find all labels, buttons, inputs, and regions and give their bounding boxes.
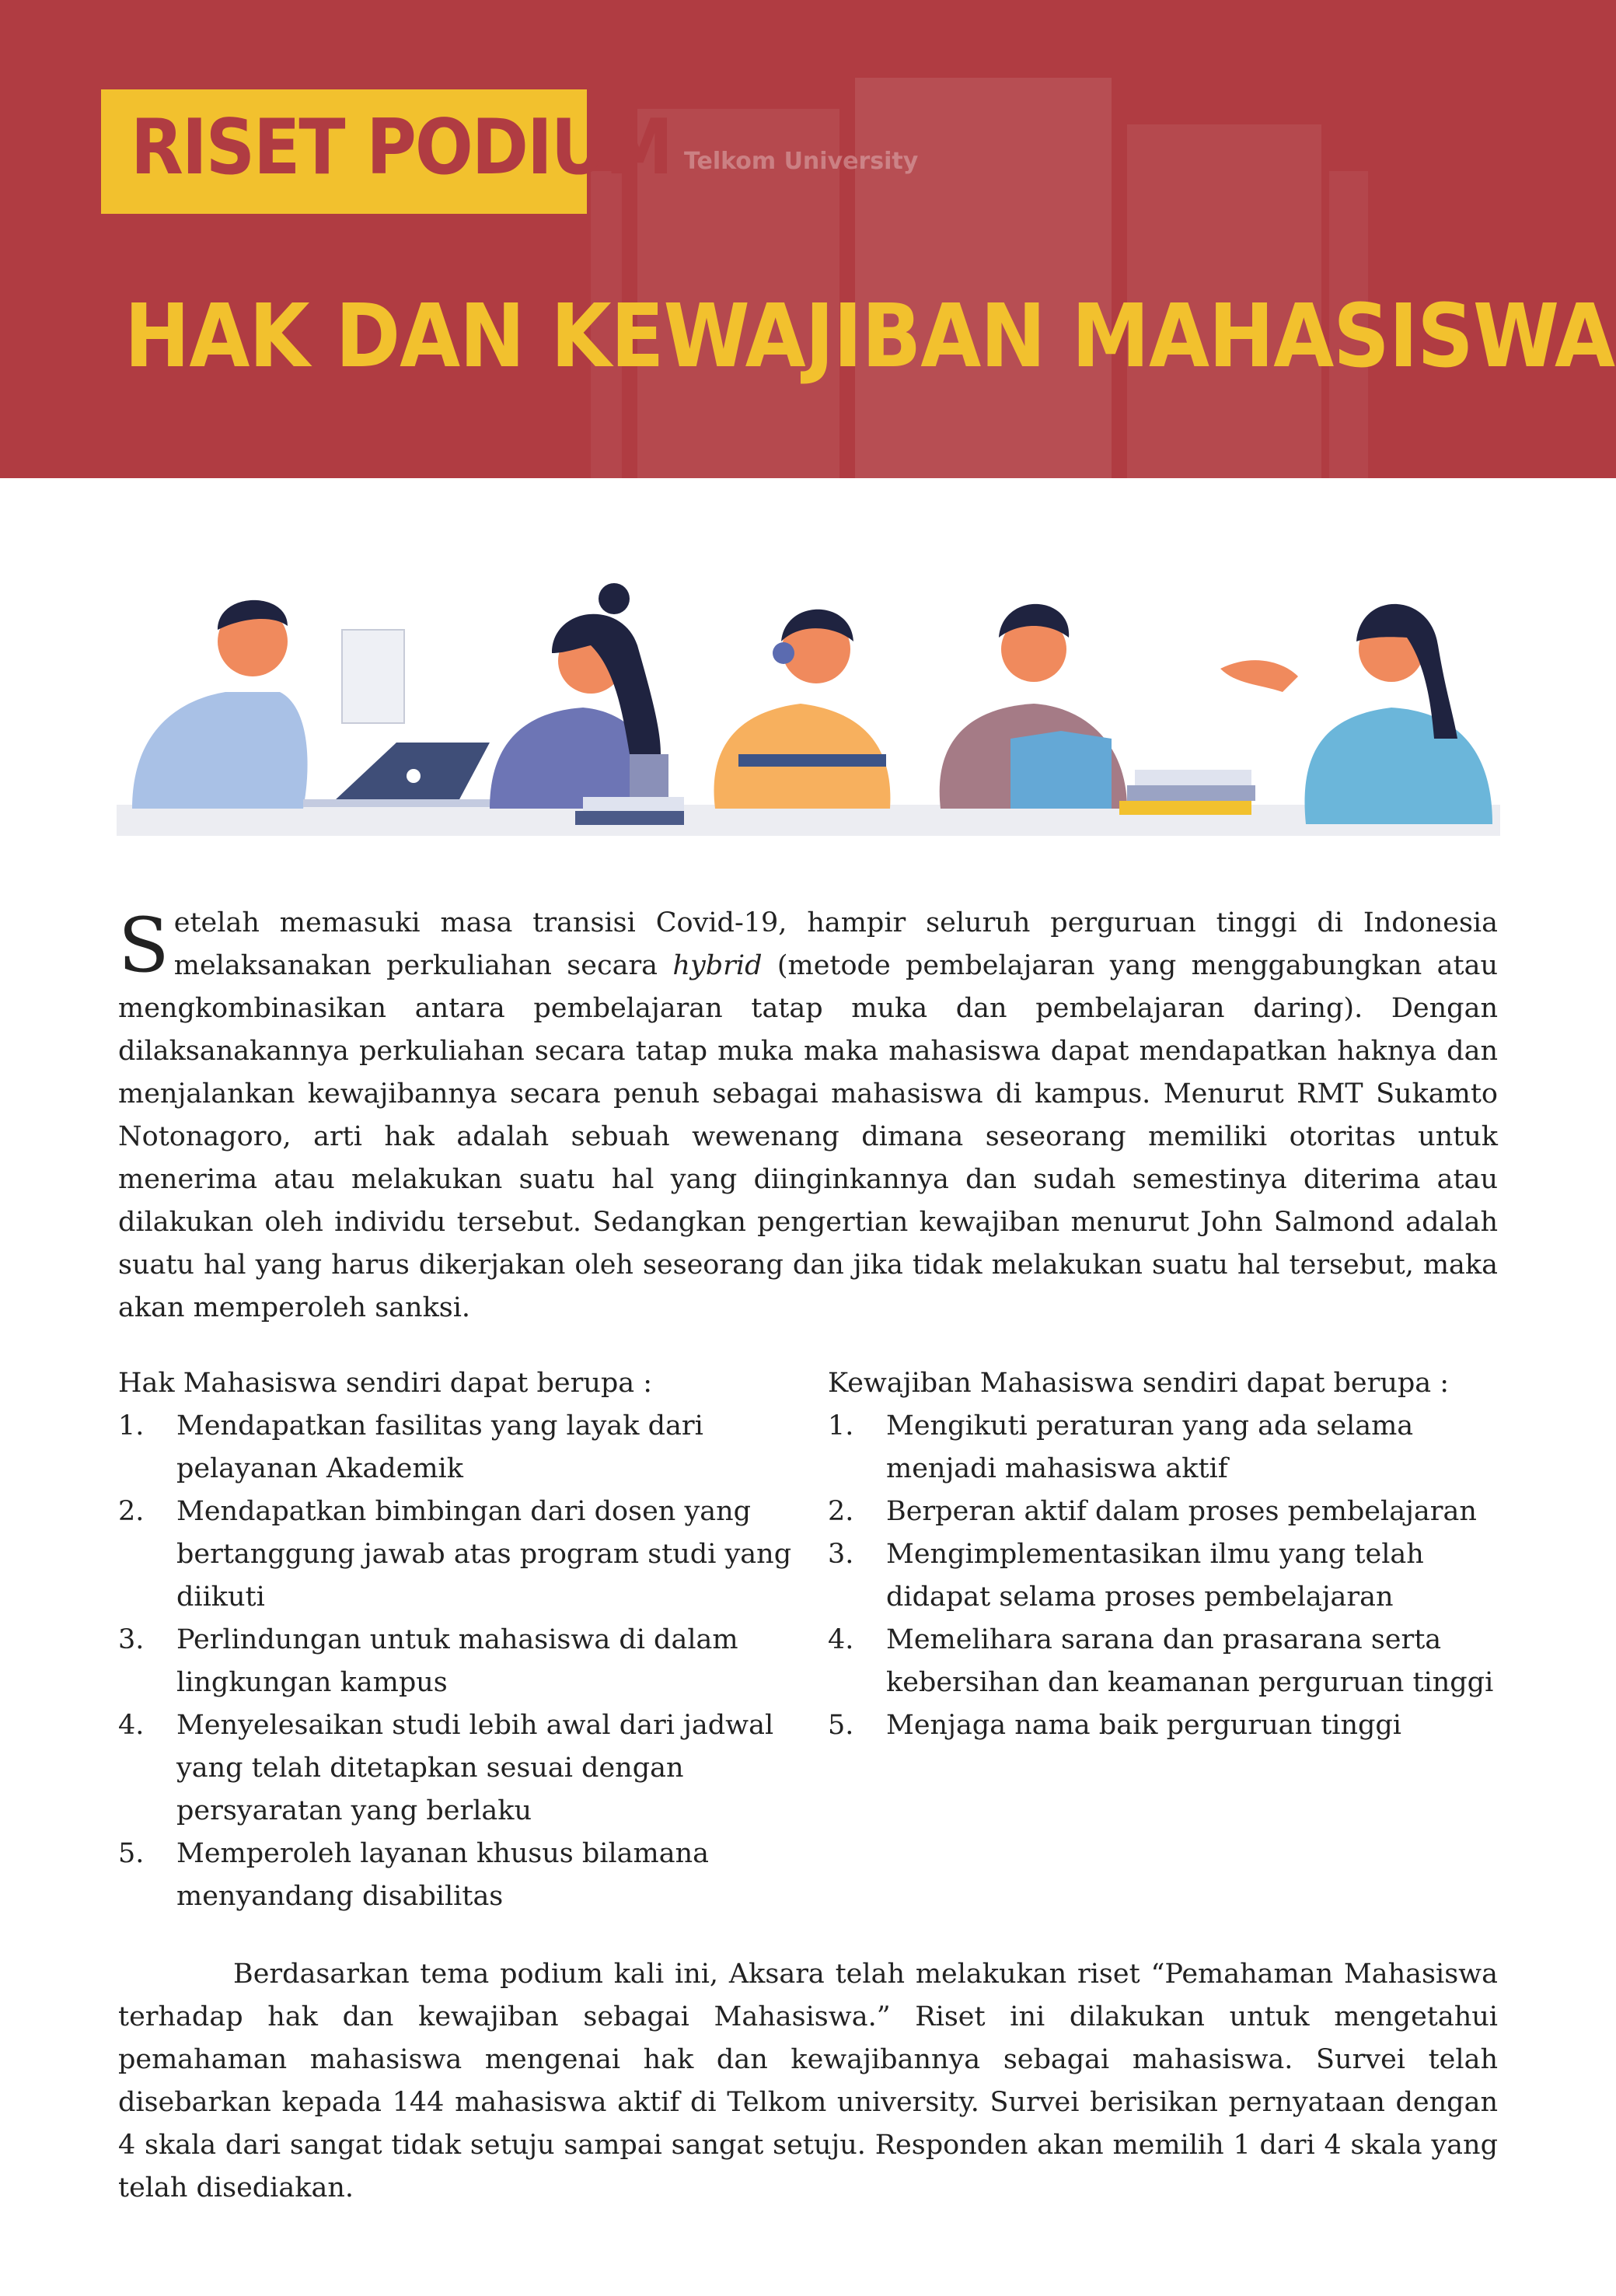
building-background-image xyxy=(591,78,1368,478)
list-text: Mengimplementasikan ilmu yang telah didapat selama proses pembelajaran xyxy=(886,1539,1424,1613)
student-gesturing-figure xyxy=(1220,604,1492,824)
list-number: 4. xyxy=(828,1624,854,1655)
intro-text-2: (metode pembelajaran yang menggabungkan atau mengkombinasikan antara pembelajaran tatap muka dan pembelajaran daring). Dengan dilaksanakannya perkuliahan secara tatap muka maka mahasiswa dapat mendapatkan haknya dan menjalankan kewajibannya secara penuh sebagai mahasiswa di kampus. Menurut RMT Sukamto Notonagoro, arti hak adalah sebuah wewenang dimana seseorang memiliki otoritas untuk menerima atau melakukan suatu hal yang diinginkannya dan sudah semestinya diterima atau dilakukan oleh individu tersebut. Sedangkan pengertian kewajiban menurut John Salmond adalah suatu hal yang harus dikerjakan oleh seseorang dan jika tidak melakukan suatu hal tersebut, maka akan memperoleh sanksi. xyxy=(118,950,1498,1323)
list-item xyxy=(828,1405,1512,1490)
list-number: 3. xyxy=(828,1539,854,1570)
list-item xyxy=(828,1704,1512,1747)
student-headphones-figure xyxy=(714,610,890,809)
list-text: Mendapatkan fasilitas yang layak dari pelayanan Akademik xyxy=(176,1410,703,1484)
list-item xyxy=(828,1490,1512,1533)
drop-cap: S xyxy=(118,902,169,989)
list-number: 2. xyxy=(118,1496,145,1527)
header-banner xyxy=(0,0,1616,478)
list-text: Mendapatkan bimbingan dari dosen yang bertanggung jawab atas program studi yang diikuti xyxy=(176,1496,792,1613)
list-item xyxy=(118,1405,802,1490)
intro-italic-term: hybrid xyxy=(672,950,763,981)
list-text: Perlindungan untuk mahasiswa di dalam lingkungan kampus xyxy=(176,1624,738,1698)
list-text: Menyelesaikan studi lebih awal dari jadwal yang telah ditetapkan sesuai dengan persyaratan yang berlaku xyxy=(176,1710,774,1826)
intro-paragraph xyxy=(118,902,1498,1330)
research-paragraph: Berdasarkan tema podium kali ini, Aksara telah melakukan riset “Pemahaman Mahasiswa terhadap hak dan kewajiban sebagai Mahasiswa.” Riset ini dilakukan untuk mengetahui pemahaman mahasiswa mengenai hak dan kewajibannya sebagai mahasiswa. Survei telah disebarkan kepada 144 mahasiswa aktif di Telkom university. Survei berisikan pernyataan dengan 4 skala dari sangat tidak setuju sampai sangat setuju. Responden akan memilih 1 dari 4 skala yang telah disediakan. xyxy=(118,1959,1498,2203)
list-number: 1. xyxy=(828,1410,854,1442)
student-laptop-figure xyxy=(132,600,513,809)
list-number: 1. xyxy=(118,1410,145,1442)
list-number: 5. xyxy=(828,1710,854,1741)
list-text: Menjaga nama baik perguruan tinggi xyxy=(886,1710,1402,1741)
list-text: Memperoleh layanan khusus bilamana menyandang disabilitas xyxy=(176,1838,710,1912)
intro-text-1: etelah memasuki masa transisi Covid-19, hampir seluruh perguruan tinggi di Indonesia melaksanakan perkuliahan secara xyxy=(173,907,1498,981)
hak-list xyxy=(118,1405,802,1918)
building-sign: Telkom University xyxy=(684,148,919,175)
section-tag: RISET PODIUM xyxy=(131,103,672,192)
list-item xyxy=(118,1619,802,1704)
list-number: 3. xyxy=(118,1624,145,1655)
students-studying-illustration xyxy=(117,575,1500,855)
list-text: Memelihara sarana dan prasarana serta kebersihan dan keamanan perguruan tinggi xyxy=(886,1624,1494,1698)
list-item xyxy=(118,1704,802,1833)
hak-list-section xyxy=(118,1362,802,1918)
list-item xyxy=(118,1490,802,1619)
kewajiban-heading: Kewajiban Mahasiswa sendiri dapat berupa : xyxy=(828,1368,1450,1399)
hak-heading: Hak Mahasiswa sendiri dapat berupa : xyxy=(118,1368,653,1399)
list-item xyxy=(828,1619,1512,1704)
list-text: Mengikuti peraturan yang ada selama menjadi mahasiswa aktif xyxy=(886,1410,1414,1484)
list-number: 2. xyxy=(828,1496,854,1527)
kewajiban-list xyxy=(828,1405,1512,1747)
list-text: Berperan aktif dalam proses pembelajaran xyxy=(886,1496,1477,1527)
kewajiban-list-section xyxy=(828,1362,1512,1747)
list-number: 5. xyxy=(118,1838,145,1869)
list-item xyxy=(828,1533,1512,1619)
list-item xyxy=(118,1833,802,1918)
list-number: 4. xyxy=(118,1710,145,1741)
student-reading-figure xyxy=(940,604,1127,809)
page-title: HAK DAN KEWAJIBAN MAHASISWA xyxy=(124,286,1614,387)
